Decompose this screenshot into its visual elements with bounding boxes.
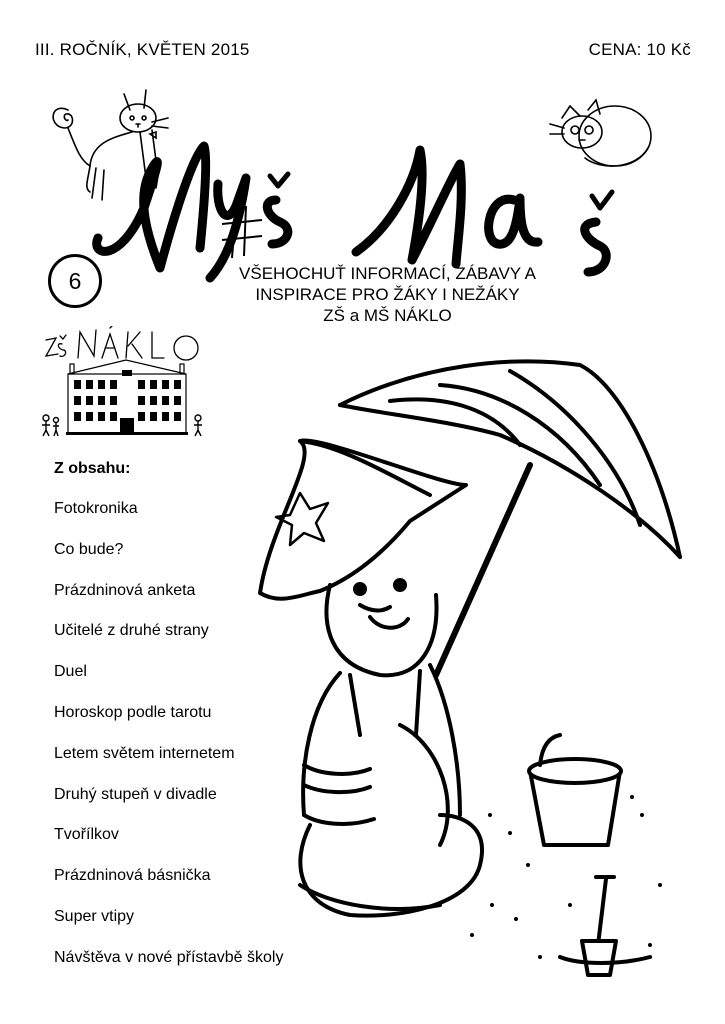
contents-heading: Z obsahu: [54,460,131,477]
school-logo [40,326,212,438]
tagline [190,263,585,326]
contents-item: Učitelé z druhé strany [54,622,209,640]
contents-item: Prázdninová anketa [54,581,196,599]
contents-item: Tvořílkov [54,826,119,844]
sleeping-cat-drawing [550,100,651,166]
contents-item: Druhý stupeň v divadle [54,785,217,803]
contents-item: Super vtipy [54,907,135,925]
tagline-line: INSPIRACE PRO ŽÁKY I NEŽÁKY [255,285,520,304]
contents-item: Letem světem internetem [54,744,235,762]
contents-item: Co bude? [54,540,124,558]
contents-item: Fotokronika [54,500,138,517]
script-lettering [97,146,612,278]
contents-item: Horoskop podle tarotu [54,703,212,721]
tagline-line: VŠEHOCHUŤ INFORMACÍ, ZÁBAVY A [239,264,536,283]
issue-number-badge: 6 [48,254,102,308]
beach-child-illustration [240,345,700,985]
contents-item: Prázdninová básnička [54,867,211,885]
contents-item: Duel [54,663,87,681]
tagline-line: ZŠ a MŠ NÁKLO [323,306,452,325]
price-label: CENA: 10 Kč [588,40,691,59]
contents-item: Návštěva v nové přístavbě školy [54,948,284,966]
masthead-title-art [40,88,700,288]
issue-info: III. ROČNÍK, KVĚTEN 2015 [35,40,250,59]
